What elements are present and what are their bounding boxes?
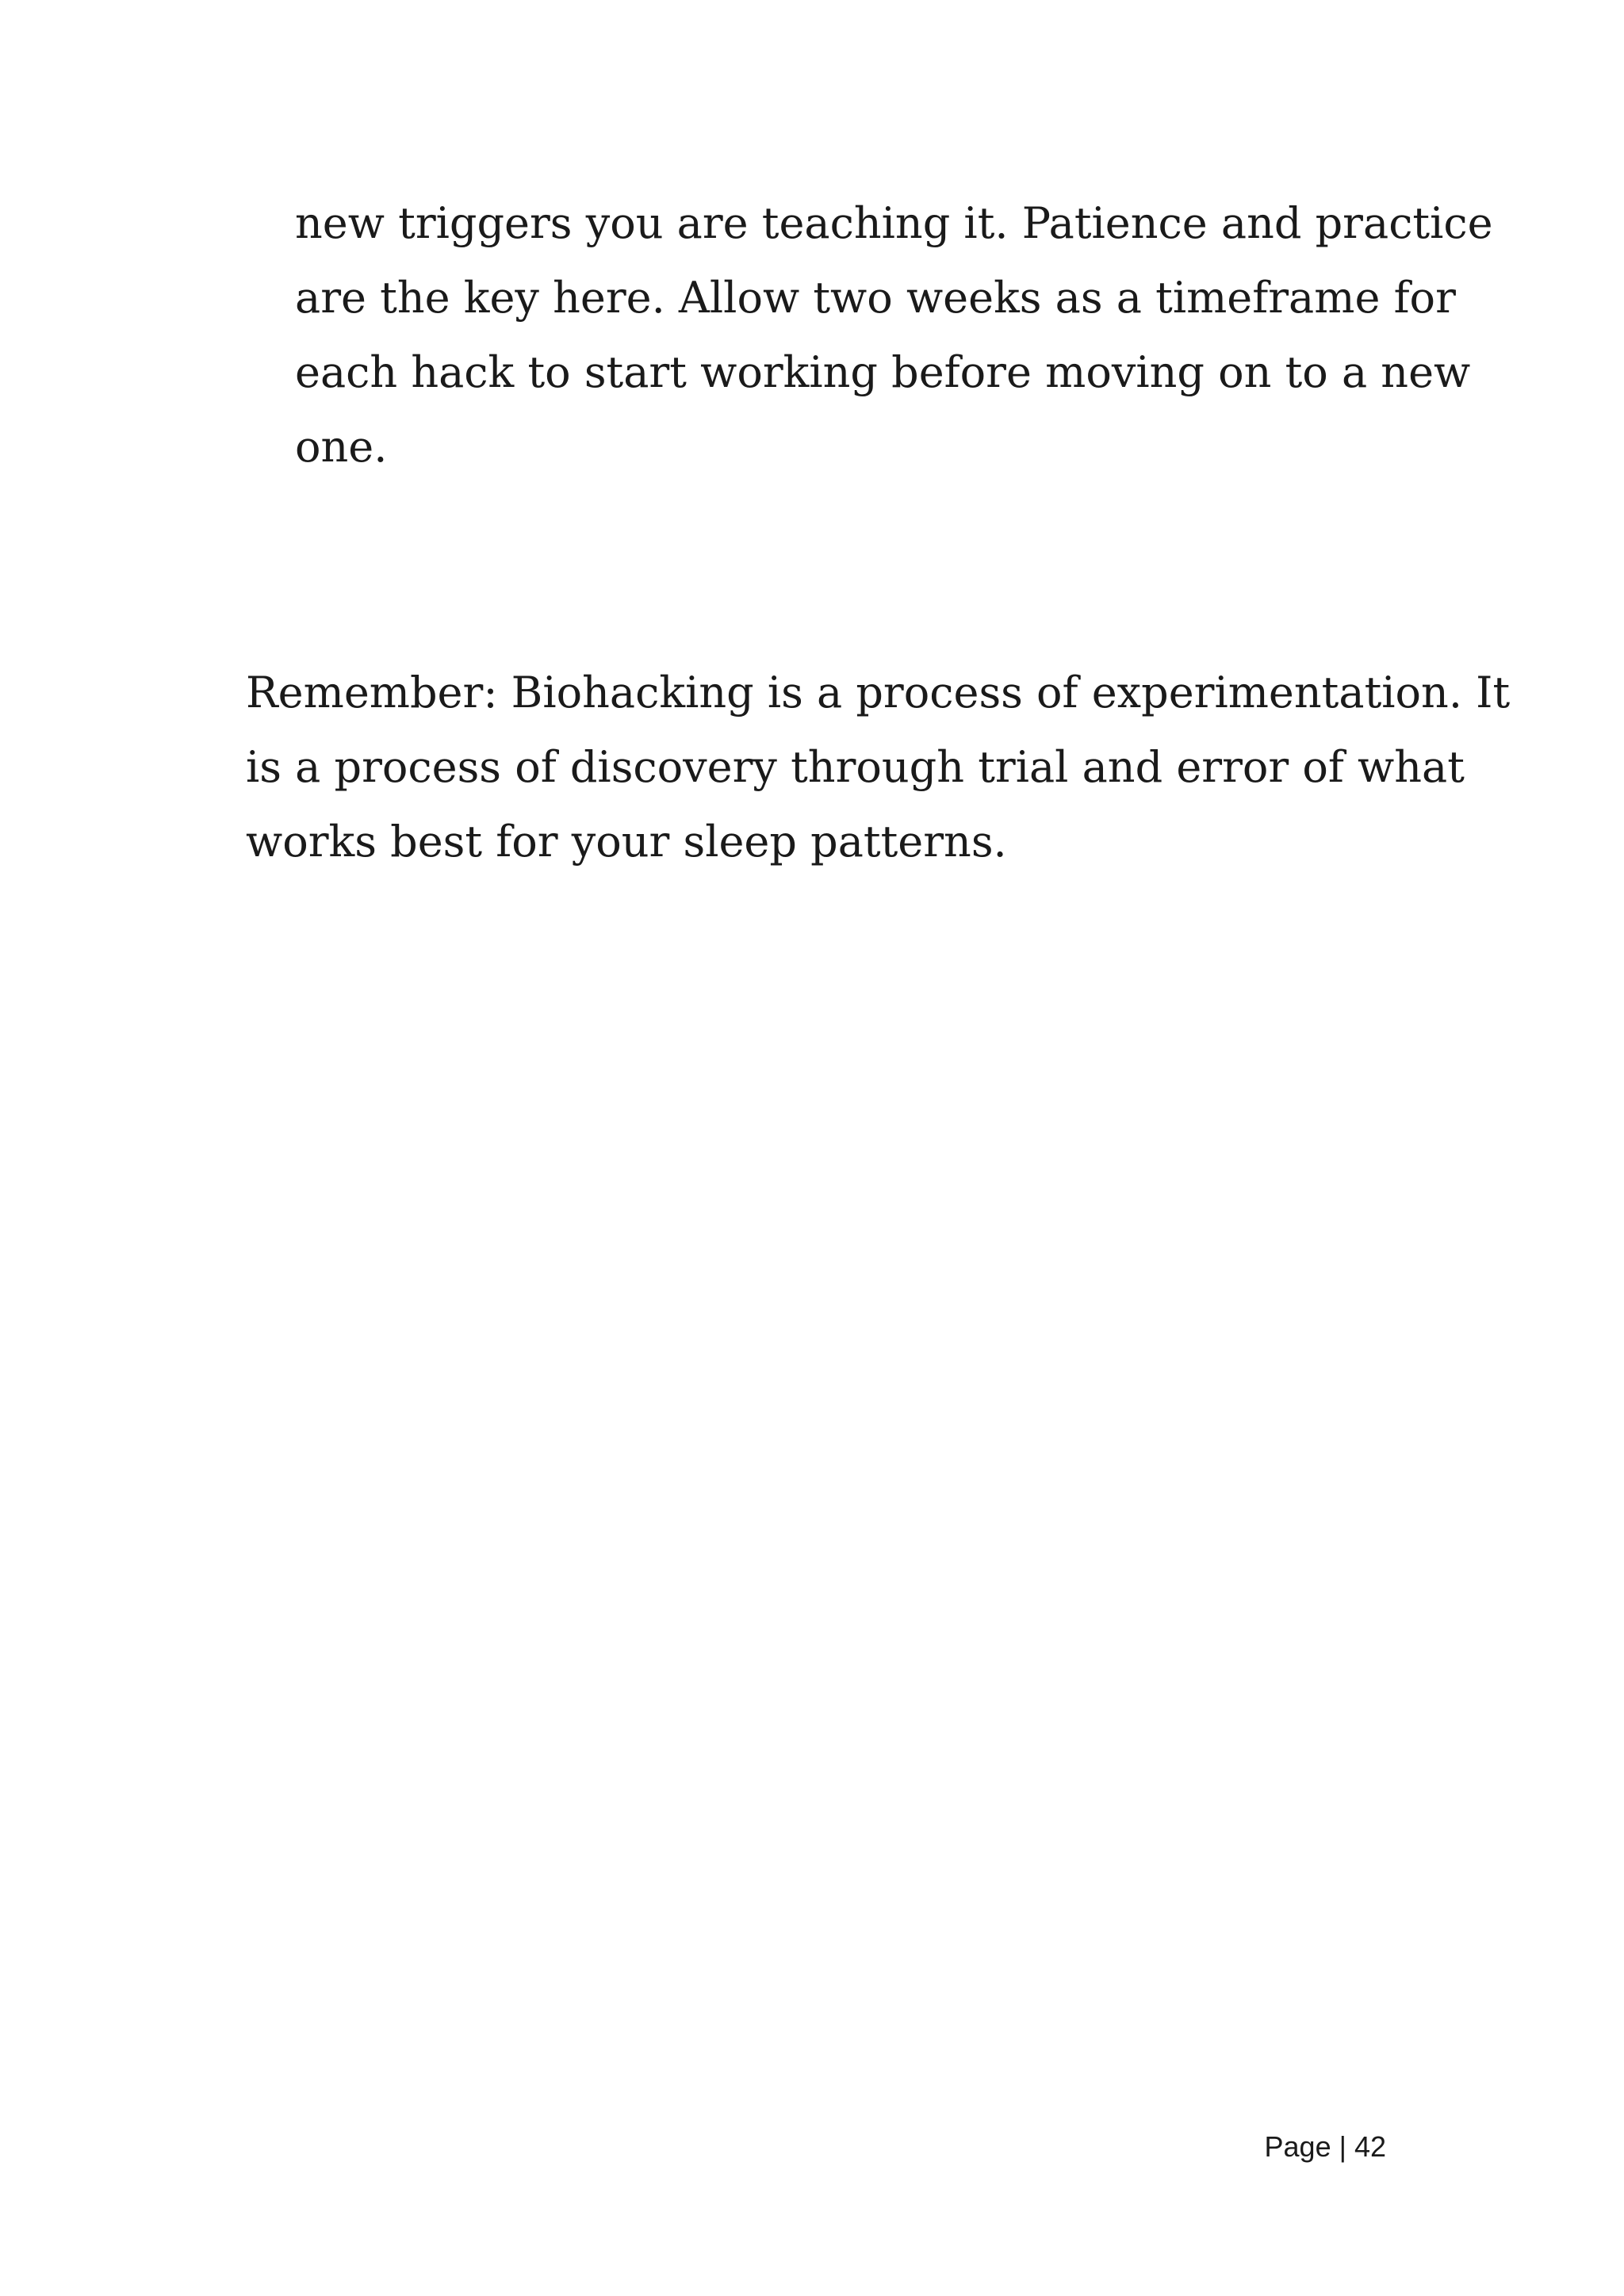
paragraph-line: are the key here. Allow two weeks as a timeframe for [295, 273, 1456, 323]
continued-paragraph [295, 186, 1493, 484]
paragraph-line: new triggers you are teaching it. Patience and practice [295, 198, 1493, 248]
paragraph-line: Remember: Biohacking is a process of experimentation. It [246, 668, 1511, 718]
remember-paragraph [246, 656, 1511, 879]
paragraph-line: one. [295, 422, 388, 472]
page-number-footer: Page | 42 [1264, 2130, 1386, 2163]
paragraph-line: is a process of discovery through trial and error of what [246, 742, 1465, 792]
paragraph-line: each hack to start working before moving on to a new [295, 347, 1471, 397]
paragraph-line: works best for your sleep patterns. [246, 817, 1007, 867]
